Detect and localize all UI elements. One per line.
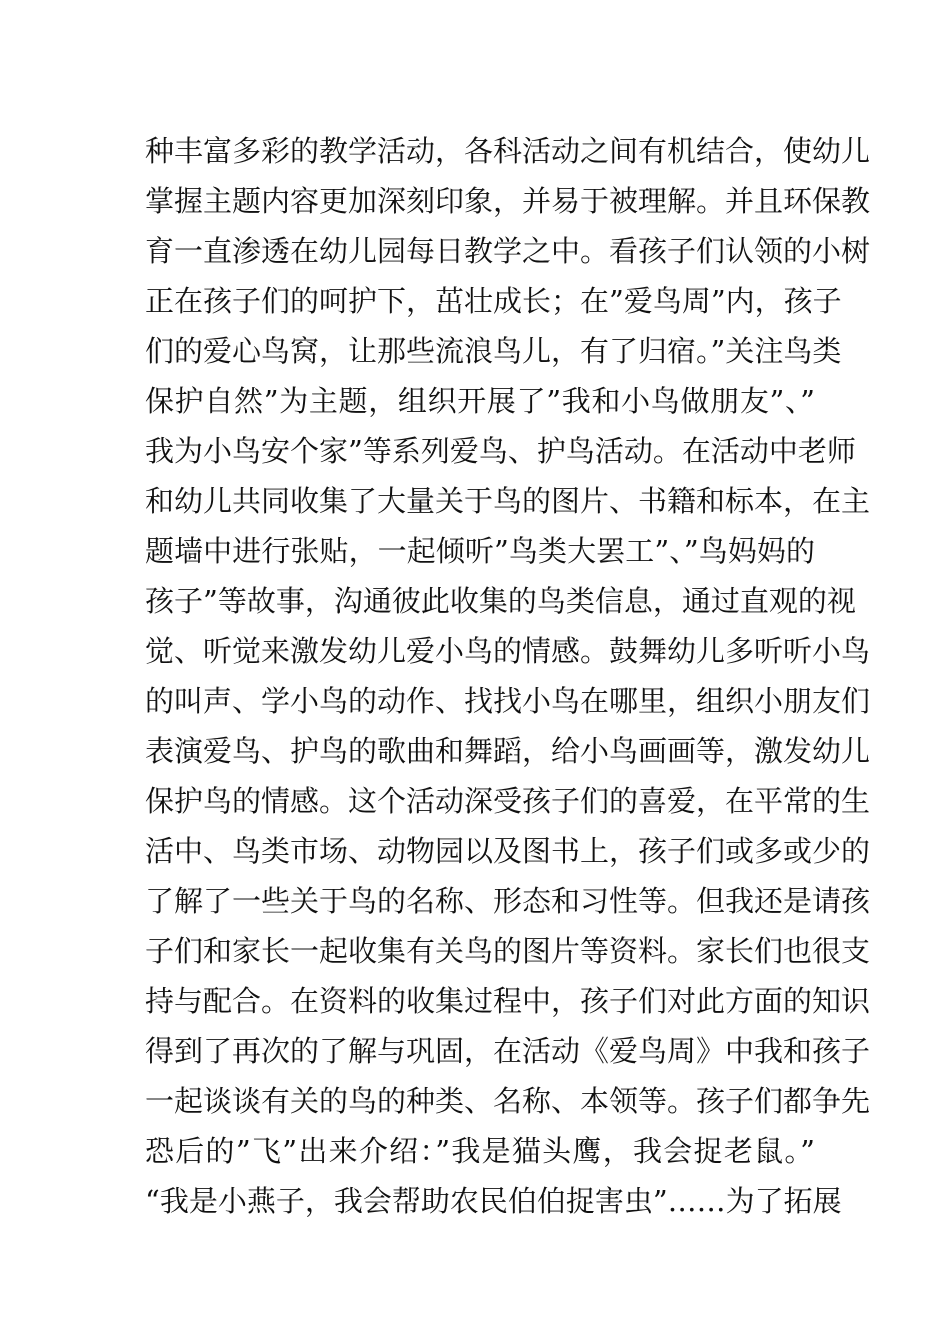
text-line: 掌握主题内容更加深刻印象，并易于被理解。并且环保教 <box>145 184 871 218</box>
text-line: 正在孩子们的呵护下，茁壮成长；在”爱鸟周”内，孩子 <box>145 284 842 318</box>
text-line: 我为小鸟安个家”等系列爱鸟、护鸟活动。在活动中老师 <box>145 434 856 468</box>
text-line: 了解了一些关于鸟的名称、形态和习性等。但我还是请孩 <box>145 884 871 918</box>
text-line: 们的爱心鸟窝，让那些流浪鸟儿，有了归宿。”关注鸟类 <box>145 334 842 368</box>
text-line: 活中、鸟类市场、动物园以及图书上，孩子们或多或少的 <box>145 834 871 868</box>
text-line: 保护自然”为主题，组织开展了”我和小鸟做朋友”、” <box>145 384 815 418</box>
text-line: 保护鸟的情感。这个活动深受孩子们的喜爱，在平常的生 <box>145 784 871 818</box>
text-line: 子们和家长一起收集有关鸟的图片等资料。家长们也很支 <box>145 934 871 968</box>
text-line: 一起谈谈有关的鸟的种类、名称、本领等。孩子们都争先 <box>145 1084 871 1118</box>
text-line: 的叫声、学小鸟的动作、找找小鸟在哪里，组织小朋友们 <box>145 684 871 718</box>
text-line: 恐后的”飞”出来介绍：”我是猫头鹰，我会捉老鼠。” <box>145 1134 815 1168</box>
text-line: 孩子”等故事，沟通彼此收集的鸟类信息，通过直观的视 <box>145 584 856 618</box>
text-line: 种丰富多彩的教学活动，各科活动之间有机结合，使幼儿 <box>145 134 871 168</box>
text-line: 题墙中进行张贴，一起倾听”鸟类大罢工”、”鸟妈妈的 <box>145 534 815 568</box>
text-line: 和幼儿共同收集了大量关于鸟的图片、书籍和标本，在主 <box>145 484 871 518</box>
text-line: “我是小燕子，我会帮助农民伯伯捉害虫”……为了拓展 <box>145 1184 842 1218</box>
text-line: 觉、听觉来激发幼儿爱小鸟的情感。鼓舞幼儿多听听小鸟 <box>145 634 871 668</box>
text-line: 表演爱鸟、护鸟的歌曲和舞蹈，给小鸟画画等，激发幼儿 <box>145 734 871 768</box>
text-line: 育一直渗透在幼儿园每日教学之中。看孩子们认领的小树 <box>145 234 871 268</box>
text-line: 持与配合。在资料的收集过程中，孩子们对此方面的知识 <box>145 984 871 1018</box>
text-line: 得到了再次的了解与巩固，在活动《爱鸟周》中我和孩子 <box>145 1034 871 1068</box>
body-paragraph <box>145 126 871 1226</box>
